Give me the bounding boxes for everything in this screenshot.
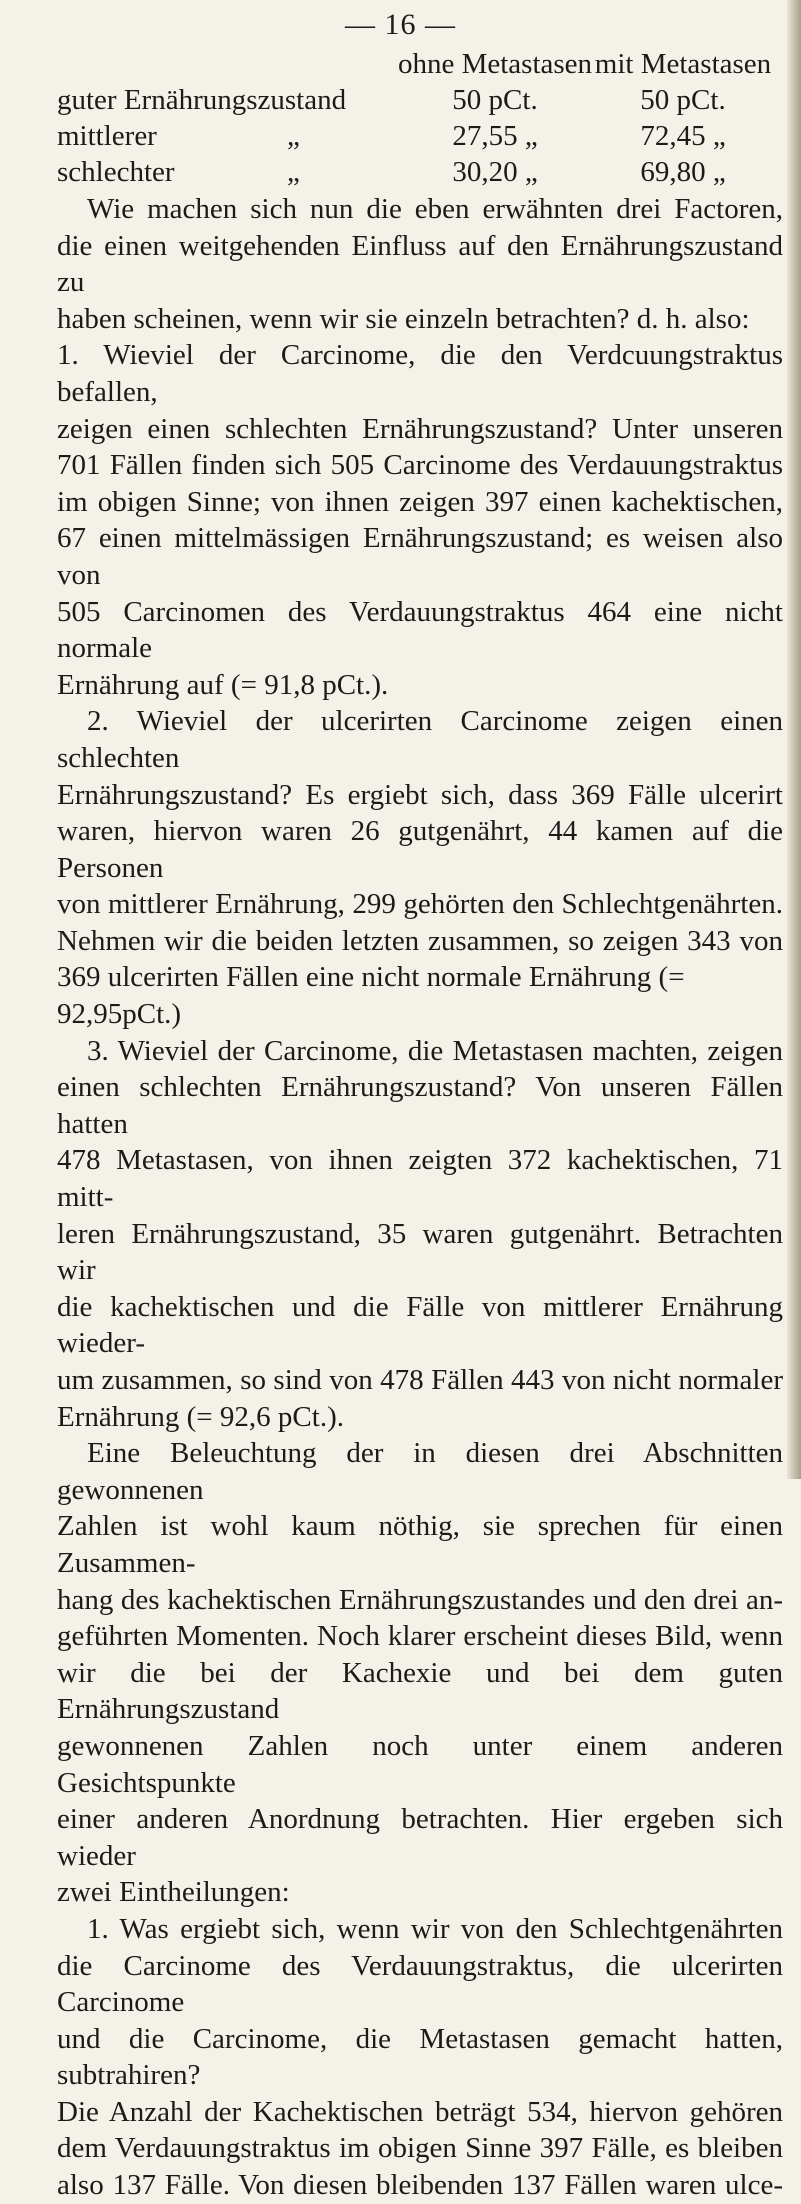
text-line: Ernährungszustand? Es ergiebt sich, dass 369 Fälle ulcerirt — [57, 778, 783, 811]
text-line: im obigen Sinne; von ihnen zeigen 397 einen kachektischen, — [57, 485, 783, 518]
paragraph — [57, 1911, 783, 2204]
text-line: 369 ulcerirten Fällen eine nicht normale Ernährung (= 92,95pCt.) — [57, 961, 685, 1031]
text-line: hang des kachektischen Ernährungszustandes und den drei an- — [57, 1583, 783, 1616]
paragraph — [57, 703, 783, 1032]
text-line: Zahlen ist wohl kaum nöthig, sie sprechen für einen Zusammen- — [57, 1510, 783, 1579]
text-line: um zusammen, so sind von 478 Fällen 443 von nicht normaler — [57, 1364, 783, 1396]
value-mit-metastasen: 69,80 „ — [640, 156, 726, 188]
ditto-mark: „ — [287, 156, 300, 188]
text-line: Wie machen sich nun die eben erwähnten drei Factoren, — [87, 193, 783, 225]
row-label: schlechter — [57, 156, 175, 188]
paragraph — [57, 1033, 783, 1436]
table-row — [0, 118, 801, 154]
text-line: einer anderen Anordnung betrachten. Hier ergeben sich wieder — [57, 1803, 783, 1872]
text-line: 701 Fällen finden sich 505 Carcinome des Verdauungstraktus — [57, 449, 783, 482]
ditto-mark: „ — [287, 120, 300, 152]
header-mit-metastasen: mit Metastasen — [594, 48, 772, 80]
text-line: zeigen einen schlechten Ernährungszustand? Unter unseren — [57, 412, 783, 445]
text-line: 67 einen mittelmässigen Ernährungszustand; es weisen also von — [57, 522, 783, 591]
paragraph — [57, 191, 783, 337]
text-line: Nehmen wir die beiden letzten zusammen, so zeigen 343 von — [57, 924, 783, 957]
page-number: — 16 — — [345, 8, 456, 41]
text-line: einen schlechten Ernährungszustand? Von unseren Fällen hatten — [57, 1071, 783, 1140]
value-mit-metastasen: 72,45 „ — [640, 120, 726, 152]
text-line: und die Carcinome, die Metastasen gemacht hatten, subtrahiren? — [57, 2022, 783, 2092]
table-row — [0, 82, 801, 118]
page-edge-shadow — [787, 0, 801, 1479]
text-line: 478 Metastasen, von ihnen zeigten 372 kachektischen, 71 mitt- — [57, 1144, 783, 1214]
row-label: mittlerer — [57, 120, 157, 152]
text-line: dem Verdauungstraktus im obigen Sinne 397 Fälle, es bleiben — [57, 2132, 783, 2165]
value-ohne-metastasen: 50 pCt. — [452, 84, 538, 116]
body-text — [57, 191, 783, 2204]
header-ohne-metastasen: ohne Metastasen — [397, 48, 593, 80]
text-line: Eine Beleuchtung der in diesen drei Abschnitten gewonnenen — [57, 1437, 783, 1506]
text-line: 1. Wieviel der Carcinome, die den Verdcuungstraktus befallen, — [57, 339, 783, 408]
table-header-row — [0, 46, 801, 82]
text-line: gewonnenen Zahlen noch unter einem anderen Gesichtspunkte — [57, 1729, 783, 1799]
text-line: von mittlerer Ernährung, 299 gehörten den Schlechtgenährten. — [57, 888, 783, 921]
text-line: zwei Eintheilungen: — [57, 1876, 290, 1909]
text-line: 1. Was ergiebt sich, wenn wir von den Schlechtgenährten — [87, 1912, 783, 1945]
text-line: waren, hiervon waren 26 gutgenährt, 44 kamen auf die Personen — [57, 815, 783, 884]
text-line: 505 Carcinomen des Verdauungstraktus 464 eine nicht normale — [57, 595, 783, 665]
table-row — [0, 154, 801, 190]
text-line: leren Ernährungszustand, 35 waren gutgenährt. Betrachten wir — [57, 1217, 783, 1287]
text-line: Die Anzahl der Kachektischen beträgt 534, hiervon gehören — [57, 2095, 783, 2128]
text-line: die einen weitgehenden Einfluss auf den Ernährungszustand zu — [57, 229, 783, 299]
text-line: wir die bei der Kachexie und bei dem guten Ernährungszustand — [57, 1656, 783, 1726]
text-line: geführten Momenten. Noch klarer erscheint dieses Bild, wenn — [57, 1620, 783, 1653]
text-line: haben scheinen, wenn wir sie einzeln betrachten? d. h. also: — [57, 302, 750, 335]
value-ohne-metastasen: 27,55 „ — [452, 120, 538, 152]
text-line: Ernährung (= 92,6 pCt.). — [57, 1400, 344, 1433]
text-line: also 137 Fälle. Von diesen bleibenden 137 Fällen waren ulce- — [57, 2169, 783, 2202]
nutrition-table — [0, 46, 801, 190]
paragraph — [57, 337, 783, 703]
text-line: 3. Wieviel der Carcinome, die Metastasen machten, zeigen — [87, 1034, 783, 1067]
value-mit-metastasen: 50 pCt. — [640, 84, 726, 116]
row-label: guter Ernährungszustand — [57, 84, 347, 116]
text-line: 2. Wieviel der ulcerirten Carcinome zeigen einen schlechten — [57, 705, 783, 774]
text-line: die kachektischen und die Fälle von mittlerer Ernährung wieder- — [57, 1290, 783, 1360]
value-ohne-metastasen: 30,20 „ — [452, 156, 538, 188]
text-line: Ernährung auf (= 91,8 pCt.). — [57, 668, 389, 701]
paragraph — [57, 1435, 783, 1911]
text-line: die Carcinome des Verdauungstraktus, die ulcerirten Carcinome — [57, 1949, 783, 2019]
